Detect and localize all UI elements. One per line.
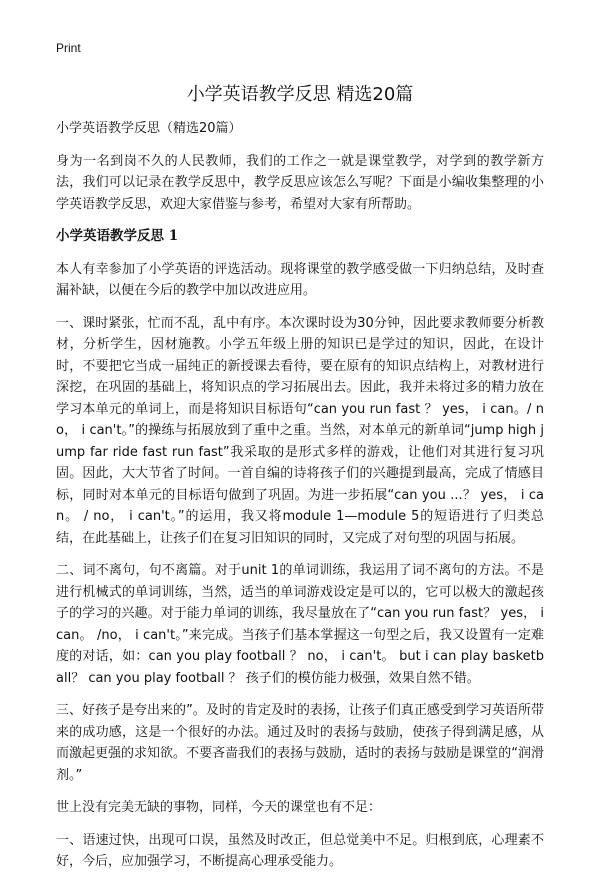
section-heading: 小学英语教学反思 1 xyxy=(56,228,179,244)
body-paragraph: 世上没有完美无缺的事物，同样，今天的课堂也有不足： xyxy=(56,800,382,815)
intro-paragraph: 身为一名到岗不久的人民教师，我们的工作之一就是课堂教学，对学到的教学新方法，我们可以记录在教学反思中，教学反思应该怎么写呢？下面是小编收集整理的小学英语教学反思，欢迎大家借鉴与参考，希望对大家有所帮助。 xyxy=(56,153,544,212)
body-paragraph: 一、语速过快，出现可口误，虽然及时改正，但总觉美中不足。归根到底，心理素不好，今后，应加强学习，不断提高心理承受能力。 xyxy=(56,832,544,869)
document-subtitle: 小学英语教学反思（精选20篇） xyxy=(56,121,242,136)
body-paragraph: 一、课时紧张，忙而不乱，乱中有序。本次课时设为30分钟，因此要求教师要分析教材，分析学生，因材施教。小学五年级上册的知识已是学过的知识，因此，在设计时，不要把它当成一届纯正的新授课去看待，要在原有的知识点结构上，对教材进行深挖，在巩固的基础上，将知识点的学习拓展出去。因此，我并未将过多的精力放在学习本单元的单词上，而是将知识目标语句“can you run fast ？ yes， i can。/ no， i can't。”的操练与拓展放到了重中之重。当然，对本单元的新单词“jump high jump far ride fast run fast”我采取的是形式多样的游戏，让他们对其进行复习巩固。因此，大大节省了时间。一首自编的诗将孩子们的兴趣提到最高，完成了情感目标，同时对本单元的目标语句做到了巩固。为进一步拓展“can you ...？ yes， i can。 / no， i can't。”的运用，我又将module 1—module 5的短语进行了归类总结，在此基础上，让孩子们在复习旧知识的同时，又完成了对句型的巩固与拓展。 xyxy=(56,315,544,546)
print-label[interactable]: Print xyxy=(56,41,81,55)
page-title: 小学英语教学反思 精选20篇 xyxy=(186,84,414,105)
body-paragraph: 三、好孩子是夸出来的”。及时的肯定及时的表扬，让孩子们真正感受到学习英语所带来的成功感，这是一个很好的办法。通过及时的表扬与鼓励，使孩子得到满足感，从而激起更强的求知欲。不要吝啬我们的表扬与鼓励，适时的表扬与鼓励是课堂的“润滑剂。” xyxy=(56,703,544,783)
body-paragraph: 本人有幸参加了小学英语的评选活动。现将课堂的教学感受做一下归纳总结，及时查漏补缺，以便在今后的教学中加以改进应用。 xyxy=(56,261,544,298)
document-body xyxy=(56,118,544,884)
body-paragraph: 二、词不离句，句不离篇。对于unit 1的单词训练，我运用了词不离句的方法。不是进行机械式的单词训练，当然，适当的单词游戏设定是可以的，它可以极大的激起孩子的学习的兴趣。对于能力单词的训练，我尽量放在了“can you run fast？ yes， i can。 /no， i can't。”来完成。当孩子们基本掌握这一句型之后，我又设置有一定难度的对话，如：can you play football ？ no， i can't。 but i can play basketball？ can you play football ？ 孩子们的模仿能力极强，效果自然不错。 xyxy=(56,563,544,686)
